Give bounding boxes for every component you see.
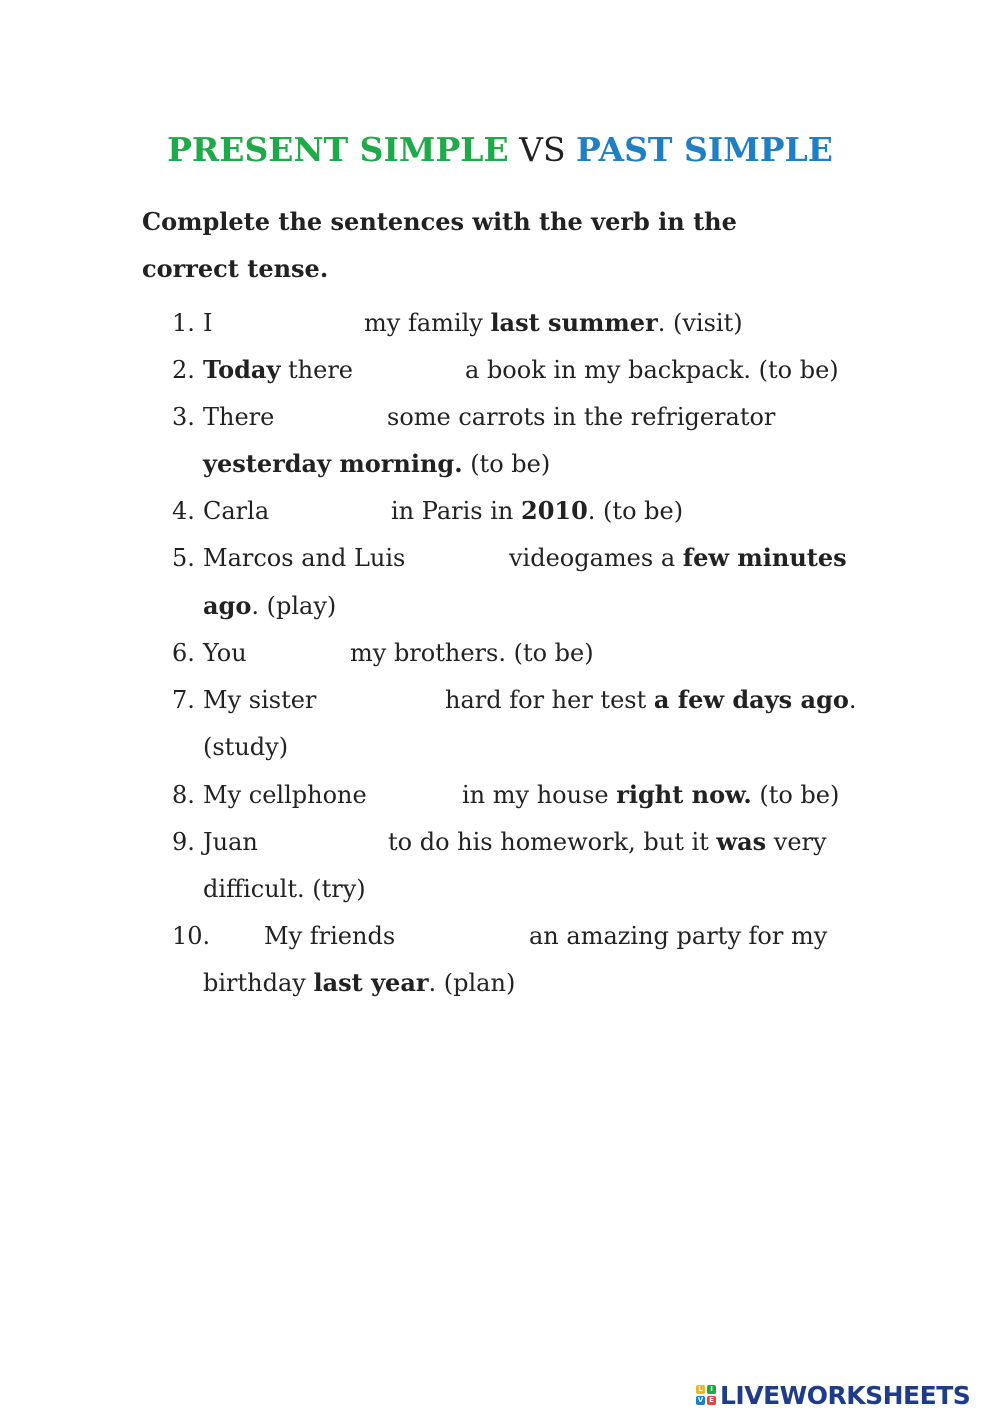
logo-mark-icon <box>696 1385 716 1405</box>
title-past-simple: PAST SIMPLE <box>576 130 833 169</box>
item-number: 5. <box>172 544 195 572</box>
item-10-text-c: birthday last year. (plan) <box>203 968 516 997</box>
logo-text: LIVEWORKSHEETS <box>720 1380 971 1410</box>
item-number: 2. <box>172 356 195 384</box>
item-4-text-b: in Paris in 2010. (to be) <box>391 496 684 525</box>
item-number: 3. <box>172 403 195 431</box>
title-vs: VS <box>508 130 577 169</box>
item-6-text-a: You <box>203 639 247 667</box>
item-number: 9. <box>172 828 195 856</box>
item-1-text-b: my family last summer. (visit) <box>364 308 743 337</box>
item-5-text-a: Marcos and Luis <box>203 544 406 572</box>
item-5-text-b: videogames a few minutes <box>509 543 847 572</box>
item-6-text-b: my brothers. (to be) <box>350 639 594 667</box>
item-7-text-b: hard for her test a few days ago. <box>445 685 857 714</box>
item-7-text-c: (study) <box>203 733 289 761</box>
title-present-simple: PRESENT SIMPLE <box>167 130 509 169</box>
item-9-text-c: difficult. (try) <box>203 875 366 903</box>
item-number: 10. <box>172 922 211 950</box>
liveworksheets-logo[interactable] <box>696 1378 970 1412</box>
instructions: Complete the sentences with the verb in the correct tense. <box>142 207 737 283</box>
item-number: 4. <box>172 497 195 525</box>
item-1-text-a: I <box>203 309 213 337</box>
item-2-text-b: a book in my backpack. (to be) <box>465 356 839 384</box>
item-9-text-a: Juan <box>203 828 258 856</box>
logo-letter: V <box>697 1396 704 1404</box>
item-9-text-b: to do his homework, but it was very <box>388 827 827 856</box>
item-3-text-b: some carrots in the refrigerator <box>387 403 776 431</box>
item-2-text-a: Today there <box>203 355 353 384</box>
item-8-text-b: in my house right now. (to be) <box>462 780 840 809</box>
item-8-text-a: My cellphone <box>203 781 367 809</box>
item-3-text-c: yesterday morning. (to be) <box>203 449 551 478</box>
item-7-text-a: My sister <box>203 686 317 714</box>
item-3-text-a: There <box>203 403 275 431</box>
item-number: 1. <box>172 309 195 337</box>
item-4-text-a: Carla <box>203 497 270 525</box>
item-number: 7. <box>172 686 195 714</box>
logo-letter: L <box>696 1385 705 1394</box>
item-10-text-b: an amazing party for my <box>529 922 828 950</box>
logo-letter: E <box>707 1396 716 1405</box>
item-number: 6. <box>172 639 195 667</box>
item-5-text-c: ago. (play) <box>203 591 337 620</box>
item-number: 8. <box>172 781 195 809</box>
item-10-text-a: My friends <box>264 922 396 950</box>
logo-letter: I <box>707 1385 716 1394</box>
